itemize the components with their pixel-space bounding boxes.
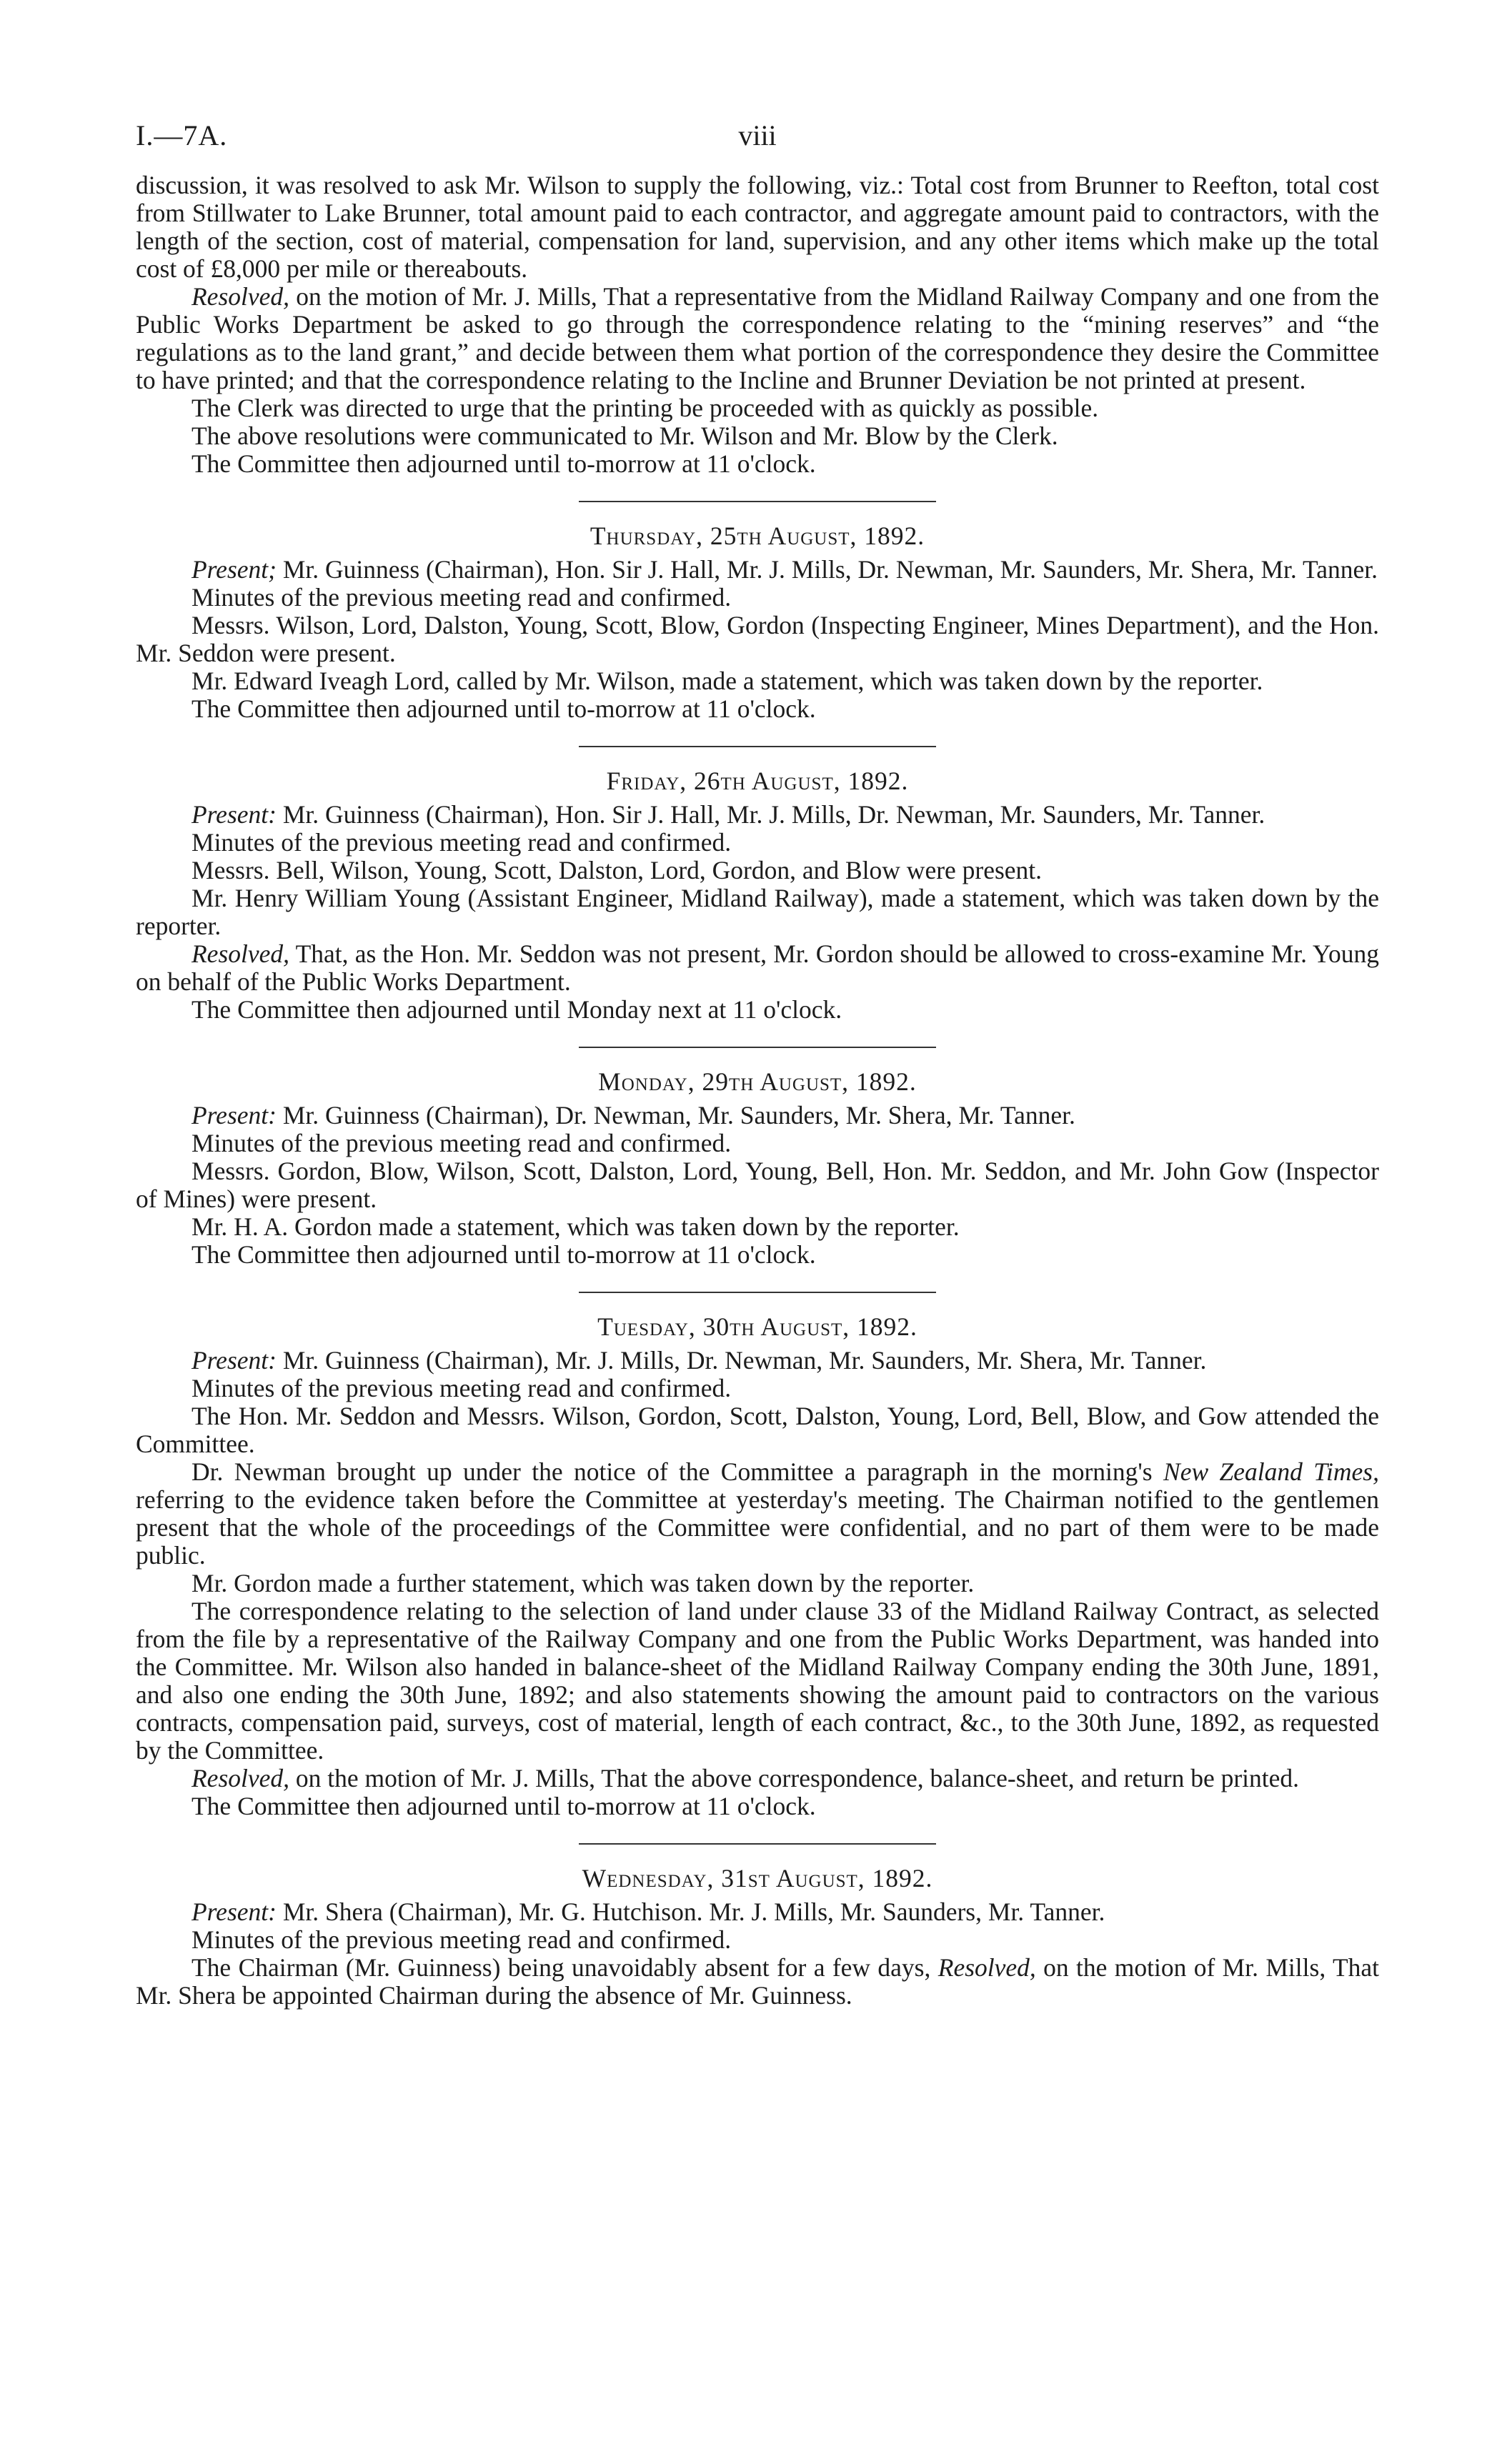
paragraph: Minutes of the previous meeting read and confirmed.: [192, 1129, 732, 1157]
adjournment-paragraph: The Committee then adjourned until to-morrow at 11 o'clock.: [192, 1240, 816, 1269]
paragraph: The above resolutions were communicated to Mr. Wilson and Mr. Blow by the Clerk.: [192, 422, 1058, 450]
section-divider: [579, 1292, 936, 1293]
present-paragraph: Present: Mr. Guinness (Chairman), Mr. J. Mills, Dr. Newman, Mr. Saunders, Mr. Shera, Mr. Tanner.: [192, 1346, 1207, 1375]
meeting-date: Monday, 29th August, 1892.: [598, 1067, 917, 1096]
section-divider: [579, 501, 936, 502]
paragraph: Minutes of the previous meeting read and confirmed.: [192, 583, 732, 612]
present-label: Present:: [192, 1101, 277, 1129]
section-divider: [579, 1843, 936, 1845]
present-paragraph: Present: Mr. Guinness (Chairman), Dr. Newman, Mr. Saunders, Mr. Shera, Mr. Tanner.: [192, 1101, 1075, 1129]
parliamentary-paper-reference: I.—7A.: [136, 119, 228, 151]
resolution-paragraph: Resolved, on the motion of Mr. J. Mills, That the above correspondence, balance-sheet, and return be printed.: [192, 1764, 1300, 1792]
meeting-date: Tuesday, 30th August, 1892.: [597, 1312, 917, 1341]
present-label: Present;: [192, 555, 277, 584]
paragraph: Mr. Edward Iveagh Lord, called by Mr. Wilson, made a statement, which was taken down by the reporter.: [192, 667, 1263, 695]
paragraph: The Hon. Mr. Seddon and Messrs. Wilson, Gordon, Scott, Dalston, Young, Lord, Bell, Blow, and Gow attended the Committee.: [136, 1402, 1379, 1458]
paragraph: Mr. H. A. Gordon made a statement, which was taken down by the reporter.: [192, 1212, 960, 1241]
present-paragraph: Present: Mr. Guinness (Chairman), Hon. Sir J. Hall, Mr. J. Mills, Dr. Newman, Mr. Saunders, Mr. Tanner.: [192, 800, 1265, 829]
resolved-label: Resolved,: [192, 1764, 290, 1792]
resolution-paragraph: Resolved, on the motion of Mr. J. Mills, That a representative from the Midland Railway Company and one from the Public Works Department be asked to go through the correspondence relating to the “mining reserves” and “the regulations as to the land grant,” and decide between them what portion of the correspondence they desire the Committee to have printed; and that the correspondence relating to the Incline and Brunner Deviation be not printed at present.: [136, 282, 1379, 394]
paragraph: Messrs. Wilson, Lord, Dalston, Young, Scott, Blow, Gordon (Inspecting Engineer, Mines Department), and the Hon. Mr. Seddon were present.: [136, 611, 1379, 667]
adjournment-paragraph: The Committee then adjourned until to-morrow at 11 o'clock.: [192, 449, 816, 478]
meeting-date: Thursday, 25th August, 1892.: [590, 522, 925, 550]
adjournment-paragraph: The Committee then adjourned until to-morrow at 11 o'clock.: [192, 1792, 816, 1820]
resolved-label: Resolved,: [192, 939, 290, 968]
resolved-label: Resolved,: [192, 282, 290, 311]
page-number: viii: [738, 119, 777, 151]
document-page: [136, 121, 1379, 2010]
adjournment-paragraph: The Committee then adjourned until Monday next at 11 o'clock.: [192, 995, 842, 1024]
present-label: Present:: [192, 800, 277, 829]
paragraph: Mr. Gordon made a further statement, which was taken down by the reporter.: [192, 1569, 975, 1597]
adjournment-paragraph: The Committee then adjourned until to-morrow at 11 o'clock.: [192, 694, 816, 723]
meeting-date: Friday, 26th August, 1892.: [606, 767, 909, 795]
paragraph: Messrs. Gordon, Blow, Wilson, Scott, Dalston, Lord, Young, Bell, Hon. Mr. Seddon, and Mr. John Gow (Inspector of Mines) were present.: [136, 1157, 1379, 1213]
resolution-paragraph: Resolved, That, as the Hon. Mr. Seddon was not present, Mr. Gordon should be allowed to cross-examine Mr. Young on behalf of the Public Works Department.: [136, 939, 1379, 996]
newspaper-title: New Zealand Times,: [1163, 1457, 1379, 1486]
meeting-date: Wednesday, 31st August, 1892.: [582, 1864, 933, 1892]
paragraph: The correspondence relating to the selection of land under clause 33 of the Midland Railway Contract, as selected from the file by a representative of the Railway Company and one from the Public Works Department, was handed into the Committee. Mr. Wilson also handed in balance-sheet of the Midland Railway Company ending the 30th June, 1891, and also one ending the 30th June, 1892; and also statements showing the amount paid to contractors on the various contracts, compensation paid, surveys, cost of material, length of each contract, &c., to the 30th June, 1892, as requested by the Committee.: [136, 1597, 1379, 1765]
paragraph: Minutes of the previous meeting read and confirmed.: [192, 1925, 732, 1954]
section-divider: [579, 1047, 936, 1048]
present-label: Present:: [192, 1897, 277, 1926]
resolution-paragraph: The Chairman (Mr. Guinness) being unavoidably absent for a few days, Resolved, on the motion of Mr. Mills, That Mr. Shera be appointed Chairman during the absence of Mr. Guinness.: [136, 1953, 1379, 2010]
page-header: [136, 121, 1379, 171]
present-label: Present:: [192, 1346, 277, 1375]
paragraph: Minutes of the previous meeting read and confirmed.: [192, 828, 732, 857]
section-divider: [579, 746, 936, 747]
paragraph: Mr. Henry William Young (Assistant Engineer, Midland Railway), made a statement, which was taken down by the reporter.: [136, 884, 1379, 940]
present-paragraph: Present: Mr. Shera (Chairman), Mr. G. Hutchison. Mr. J. Mills, Mr. Saunders, Mr. Tanner.: [192, 1897, 1105, 1926]
present-paragraph: Present; Mr. Guinness (Chairman), Hon. Sir J. Hall, Mr. J. Mills, Dr. Newman, Mr. Saunders, Mr. Shera, Mr. Tanner.: [192, 555, 1378, 584]
paragraph: discussion, it was resolved to ask Mr. Wilson to supply the following, viz.: Total cost from Brunner to Reefton, total cost from Stillwater to Lake Brunner, total amount paid to each contractor, and aggregate amount paid to contractors, with the length of the section, cost of material, compensation for land, supervision, and any other items which make up the total cost of £8,000 per mile or thereabouts.: [136, 171, 1379, 283]
paragraph: Messrs. Bell, Wilson, Young, Scott, Dalston, Lord, Gordon, and Blow were present.: [192, 856, 1043, 884]
paragraph: The Clerk was directed to urge that the printing be proceeded with as quickly as possible.: [192, 394, 1099, 422]
resolved-label: Resolved,: [937, 1953, 1036, 1982]
paragraph: Dr. Newman brought up under the notice of the Committee a paragraph in the morning's New Zealand Times, referring to the evidence taken before the Committee at yesterday's meeting. The Chairman notified to the gentlemen present that the whole of the proceedings of the Committee were confidential, and no part of them were to be made public.: [136, 1457, 1379, 1570]
paragraph: Minutes of the previous meeting read and confirmed.: [192, 1374, 732, 1402]
